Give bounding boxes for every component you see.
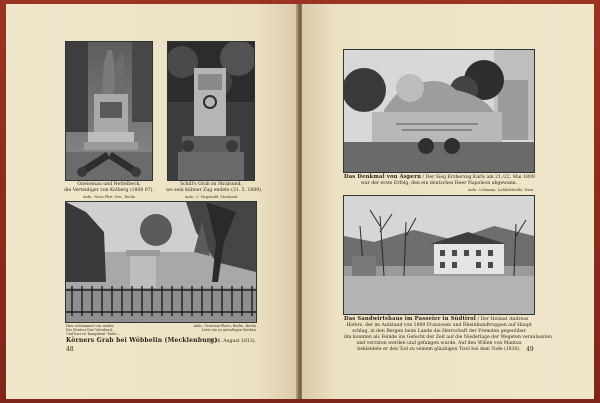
photo1-caption-line2: die Verteidiger von Kolberg (1808 07). — [64, 188, 154, 193]
right-page — [302, 4, 594, 399]
photo3-credit-left: Hier schlummert ein müder, Ein Streiter fürs Vaterland, Und hier ist Kampfrüst' Ende... — [66, 324, 120, 337]
koerner-caption: Körners Grab bei Wöbbelin (Mecklenburg) — [66, 337, 218, 344]
photo-koerner-grave — [66, 202, 256, 322]
sandwirtshaus-caption-line2: Hofers, der im Aufstand von 1809 Franzosen und Rheinbundtruppen auf Haupt — [346, 323, 532, 328]
photo-aspern-lion — [344, 50, 534, 172]
sandwirtshaus-caption-line3: schlug, in den Bergen beim Lande die Herrschaft der Fremden gegenüber — [352, 329, 526, 334]
sandwirtshaus-caption: Das Sandwirtshaus im Passeier in Südtirol / Der Heimat Andreas — [344, 316, 529, 322]
right-page-number: 49 — [526, 346, 534, 353]
koerner-date: († 26. August 1813). — [208, 339, 256, 344]
photo1-credit: Aufn.: Neue Phot.-Ges., Berlin — [83, 195, 135, 199]
photo2-credit: Aufn.: C. Hegewald, Stralsund — [184, 195, 238, 199]
aspern-caption-line2: war der erste Erfolg, den ein deutsches Heer Napoleon abgewann. — [360, 181, 518, 186]
left-page-number: 48 — [66, 346, 74, 353]
photo2-caption-line2: wo sein kühner Zug endete (31. 5. 1809). — [166, 188, 263, 193]
sandwirtshaus-caption-title: Das Sandwirtshaus im Passeier in Südtirol — [344, 316, 476, 322]
photo2-caption: Schill's Grab zu Stralsund, — [179, 182, 243, 187]
sandwirtshaus-caption-line1: Der Heimat Andreas — [480, 317, 529, 322]
sandwirtshaus-caption-line6: bekleidete er den Tod zu seinem gläubigen Tirol bei dem Tode (1810). — [357, 347, 521, 352]
aspern-caption-title: Das Denkmal von Aspern — [344, 174, 422, 180]
photo-gneisenau-monument — [66, 42, 152, 180]
sandwirtshaus-caption-line5: und verraten werden und gefangen wurde. Auf den Willen von Mantua — [356, 341, 522, 346]
sandwirtshaus-caption-line4: ihn konnten als Feinde ins Gefecht der Zeit auf die Niederlage der Wegeten veranlassten — [344, 335, 552, 340]
aspern-credit: Aufn.: Lehmann, Lichtbildstelle, Wien. — [467, 188, 534, 192]
aspern-caption: Das Denkmal von Aspern / Der Sieg Erzherzog Karls am 21./22. Mai 1809 — [344, 174, 535, 180]
aspern-caption-rest: Der Sieg Erzherzog Karls am 21./22. Mai 1809 — [425, 175, 535, 180]
photo1-caption: Gneisenau und Nettelbeck, — [77, 182, 141, 187]
left-page — [6, 4, 298, 399]
photo-schill-grave — [168, 42, 254, 180]
photo-sandwirtshaus — [344, 196, 534, 314]
photo3-credit-right: Aufn.: Teutonia-Photo, Berlin, Berlin Leist ein zu gewaltigen Werken — [193, 324, 256, 333]
